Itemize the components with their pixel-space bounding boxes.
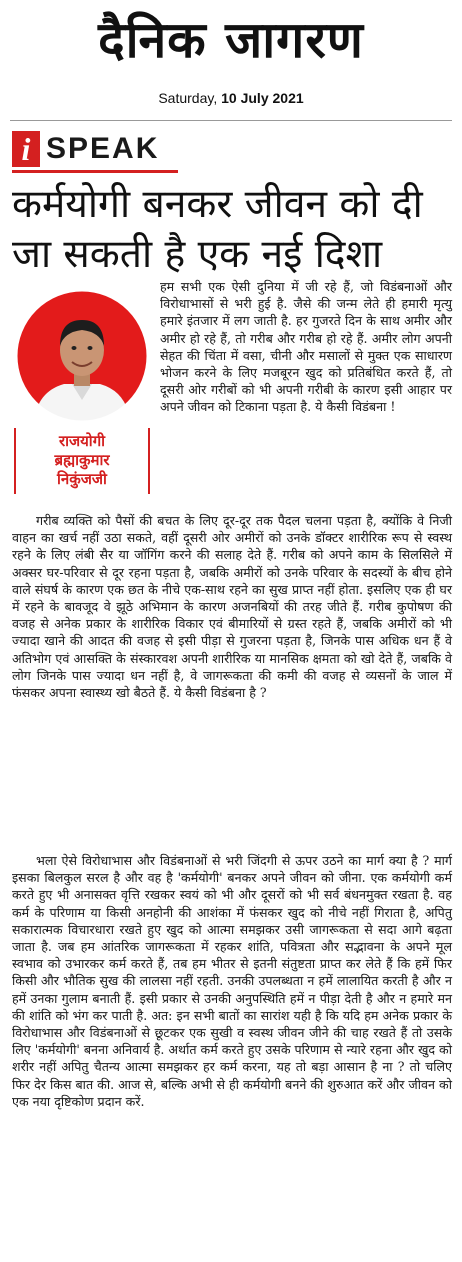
publication-date: [0, 90, 462, 106]
publication-date-value: 10 July 2021: [221, 90, 304, 106]
newspaper-title: दैनिक जागरण: [98, 11, 364, 69]
author-name: निकुंजजी: [57, 470, 107, 488]
author-title: राजयोगी: [58, 432, 106, 450]
intro-paragraph: हम सभी एक ऐसी दुनिया में जी रहे हैं, जो विडंबनाओं और विरोधाभासों से भरी हुई है. जैसे की जन्म लेते ही हमारी मृत्यु हमारे इंतजार में लग जाती है. हर गुजरते दिन के साथ अमीर और अमीर हो रहे हैं, तो गरीब और गरीब हो रहे हैं. अमीर लोग अपनी सेहत की चिंता में वसा, चीनी और मसालों से मुक्त एक साधारण भोजन करने के लिए मजबूरन खुद को प्रतिबंधित करते हैं, तो दूसरी ओर गरीबों को भी अपनी गरीबी के कारण इसी आहार पर अपने जीवन को टिकाना पड़ता है. ये कैसी विडंबना !: [160, 279, 452, 415]
masthead: [0, 0, 462, 106]
section-badge: i: [12, 131, 40, 167]
section-name: SPEAK: [46, 132, 160, 165]
masthead-divider: [10, 120, 452, 121]
section-label: [12, 130, 159, 168]
article-intro: [160, 278, 452, 416]
author-photo: [14, 288, 150, 424]
author-byline: [14, 432, 150, 489]
author-org: ब्रह्माकुमार: [54, 451, 110, 469]
article-body-part2: [12, 852, 452, 1110]
publication-day: Saturday,: [158, 90, 218, 106]
section-underline: [12, 170, 178, 173]
article-headline: कर्मयोगी बनकर जीवन को दी जा सकती है एक नई दिशा: [12, 182, 423, 277]
body-paragraph-1: गरीब व्यक्ति को पैसों की बचत के लिए दूर-दूर तक पैदल चलना पड़ता है, क्योंकि वे निजी वाहन का खर्च नहीं उठा सकते, वहीं दूसरी ओर अमीरों को उनके डॉक्टर शारीरिक रूप से स्वस्थ रहने के लिए लंबी सैर या जॉगिंग करने की सलाह देते हैं. गरीब को अपने काम के सिलसिले में अक्सर घर-परिवार से दूर रहना पड़ता है, जबकि अमीरों को उनके परिवार के सदस्यों के बीच होने वाले संघर्ष के कारण एक छत के नीचे एक-साथ रहने का सुख प्राप्त नहीं होता. इसलिए एक ही घर में रहने के बावजूद वे झूठे अभिमान के कारण अजनबियों की तरह जीते हैं. गरीब कुपोषण की वजह से अनेक प्रकार के शारीरिक विकार एवं बीमारियों से ग्रस्त रहते हैं, जबकि अमीरों को भी ज्यादा खाने की आदत की वजह से इसी पीड़ा से गुजरना पड़ता है, जिनके पास अधिक धन हैं वे अतिभोग एवं आसक्ति के संस्कारवश अपनी शारीरिक या मानसिक क्षमता को खो देते हैं, जबकि वे लोग जिनके पास ज्यादा धन नहीं है, वे जागरूकता की कमी की वजह से व्यसनों के जाल में फंसकर अपना स्वास्थ्य खो बैठते हैं. ये कैसी विडंबना है ?: [12, 513, 452, 701]
body-paragraph-2: भला ऐसे विरोधाभास और विडंबनाओं से भरी जिंदगी से ऊपर उठने का मार्ग क्या है ? मार्ग इसका बिलकुल सरल है और वह है 'कर्मयोगी' बनकर अपने जीवन को जीना. एक कर्मयोगी कर्म करते हुए भी अनासक्त वृत्ति रखकर स्वयं को भी और दूसरों को भी सर्व बंधनमुक्त रखता है. वह कर्म के परिणाम या किसी अनहोनी की आशंका में फंसकर खुद को नीचे नहीं गिराता है, अपितु सकारात्मक विचारधारा रखते हुए खुद को आत्मा समझकर उसी जागरूकता से सदा आगे बढ़ता जाता है. जब हम आंतरिक जागरूकता में रहकर शांति, पवित्रता और सद्भावना के अपने मूल स्वभाव को उभारकर कर्म करते हैं, तब हम भीतर से इतनी संतुष्टता प्राप्त कर लेते हैं कि हमें फिर किसी और भौतिक सुख की लालसा नहीं रहती. उनकी उपलब्धता न हमें लालायित करती है और न हमें उनका गुलाम बनाती हैं. इसी प्रकार से उनकी अनुपस्थिति हमें न पीड़ा देती है और न हमारे मन की शांति को भंग कर पाती है. अत: इन सभी बातों का सारांश यही है कि यदि हम अनेक प्रकार के विरोधाभास और विडंबनाओं से छूटकर एक सुखी व स्वस्थ जीवन जीने की चाह रखते हैं तो उसके लिए 'कर्मयोगी' बनना अनिवार्य है. अर्थात कर्म करते हुए उसके परिणाम से न्यारे रहना और खुद को शरीर नहीं अपितु चैतन्य आत्मा समझकर हर कर्म करना, यह तो बड़ा आसान है ना ? तो चलिए फिर देर किस बात की. आज से, बल्कि अभी से ही कर्मयोगी बनने की शुरुआत करें और जीवन को एक नया दृष्टिकोण प्रदान करें.: [12, 853, 452, 1109]
author-portrait-icon: [14, 288, 150, 424]
article-body-part1: [12, 512, 452, 701]
